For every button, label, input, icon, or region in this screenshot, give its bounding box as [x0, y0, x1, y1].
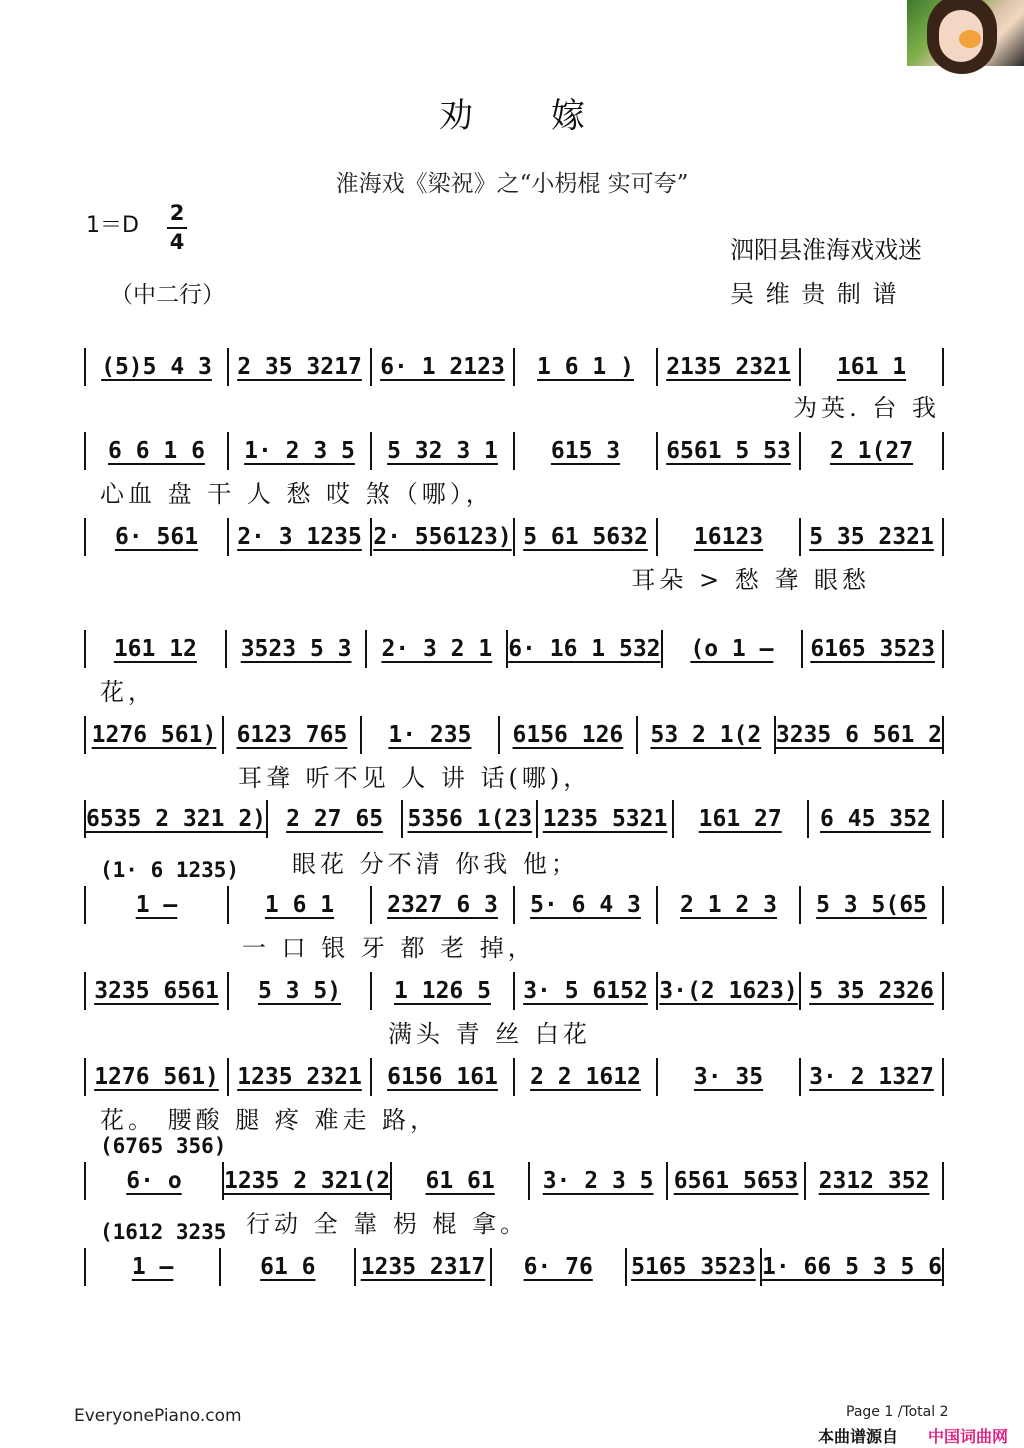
bar: 5356 1(23	[401, 800, 536, 838]
bar: 6156 161	[370, 1058, 513, 1096]
time-top: 2	[169, 201, 185, 225]
time-signature	[164, 200, 190, 256]
notation-line-2	[84, 432, 944, 470]
bar: 2 1(27	[799, 432, 944, 470]
bar: 1· 235	[360, 716, 498, 754]
bar: 2 2 1612	[513, 1058, 656, 1096]
bar: 1· 2 3 5	[227, 432, 370, 470]
lyric-line-6: 眼花 分不清 你我 他；	[292, 850, 579, 878]
bar: 3235 6561	[84, 972, 227, 1010]
bar: 6· 1 2123	[370, 348, 513, 386]
notation-line-11	[84, 1248, 944, 1286]
lyric-line-3: 耳朵 > 愁 聋 眼愁	[631, 566, 870, 594]
lyric-line-10: 行动 全 靠 枴 棍 拿。	[246, 1210, 529, 1238]
notation-line-4	[84, 630, 944, 668]
bar: 161 12	[84, 630, 225, 668]
bar: 2 1 2 3	[656, 886, 799, 924]
bar: 3· 2 3 5	[528, 1162, 666, 1200]
title-char-1: 劝	[439, 96, 473, 136]
bar: 1276 561)	[84, 716, 222, 754]
bar: (5)5 4 3	[84, 348, 227, 386]
bar: 3· 5 6152	[513, 972, 656, 1010]
footer-site-link[interactable]: EveryonePiano.com	[74, 1406, 242, 1426]
lyric-line-4: 花，	[100, 678, 156, 706]
bar: 1· 66 5 3 5 6	[760, 1248, 944, 1286]
bar: 1235 2 321(2	[222, 1162, 390, 1200]
bar: 61 61	[390, 1162, 528, 1200]
bar: 2· 556123)	[370, 518, 513, 556]
bar: 2 35 3217	[227, 348, 370, 386]
bar: 5 35 2321	[799, 518, 944, 556]
bar: 2312 352	[804, 1162, 944, 1200]
bar: 1235 2317	[354, 1248, 489, 1286]
bar: 2· 3 1235	[227, 518, 370, 556]
annotation-line-11: (1612 3235	[100, 1220, 227, 1244]
bar: 6· o	[84, 1162, 222, 1200]
bar: 6· 76	[490, 1248, 625, 1286]
bar: 1235 5321	[536, 800, 671, 838]
bar: 5 32 3 1	[370, 432, 513, 470]
bar: 16123	[656, 518, 799, 556]
bar: 1 6 1 )	[513, 348, 656, 386]
bar: 5 61 5632	[513, 518, 656, 556]
key-signature: 1＝D	[86, 213, 139, 238]
lyric-line-7: 一 口 银 牙 都 老 掉，	[242, 934, 536, 962]
bar: 5 3 5)	[227, 972, 370, 1010]
title-char-2: 嫁	[551, 96, 585, 136]
bar: 2· 3 2 1	[365, 630, 506, 668]
bar: 1 6 1	[227, 886, 370, 924]
bar: 3·(2 1623)	[656, 972, 799, 1010]
bar: 161 1	[799, 348, 944, 386]
bar: 6561 5653	[666, 1162, 804, 1200]
page-title	[0, 88, 1024, 137]
notation-line-1	[84, 348, 944, 386]
bar: 5 3 5(65	[799, 886, 944, 924]
bar: 5165 3523	[625, 1248, 760, 1286]
bar: 1276 561)	[84, 1058, 227, 1096]
notation-line-8	[84, 972, 944, 1010]
photo-flower	[959, 30, 981, 48]
bar: 3· 2 1327	[799, 1058, 944, 1096]
annotation-line-10: (6765 356)	[100, 1134, 227, 1158]
bar: 5· 6 4 3	[513, 886, 656, 924]
bar: 615 3	[513, 432, 656, 470]
time-divider	[167, 227, 187, 229]
bar: 1235 2321	[227, 1058, 370, 1096]
notation-line-9	[84, 1058, 944, 1096]
bar: 6123 765	[222, 716, 360, 754]
lyric-line-9: 花。 腰酸 腿 疼 难走 路，	[100, 1106, 439, 1134]
lyric-line-1: 为英. 台 我	[793, 394, 940, 422]
bar: 6 45 352	[807, 800, 944, 838]
bar: 53 2 1(2	[636, 716, 774, 754]
bar: 6156 126	[498, 716, 636, 754]
notation-line-5	[84, 716, 944, 754]
lyric-line-8: 满头 青 丝 白花	[388, 1020, 591, 1048]
notation-line-6	[84, 800, 944, 838]
tempo-marking: （中二行）	[110, 282, 225, 308]
bar: 2 27 65	[266, 800, 401, 838]
notation-line-10	[84, 1162, 944, 1200]
bar: 5 35 2326	[799, 972, 944, 1010]
bar: 6535 2 321 2)	[84, 800, 266, 838]
bar: 61 6	[219, 1248, 354, 1286]
bar: 3· 35	[656, 1058, 799, 1096]
credit-organization: 泗阳县淮海戏戏迷	[730, 236, 922, 264]
bar: 3523 5 3	[225, 630, 366, 668]
bar: 1 —	[84, 886, 227, 924]
notation-line-7	[84, 886, 944, 924]
page-subtitle: 淮海戏《梁祝》之“小枴棍 实可夸”	[335, 171, 689, 197]
bar: 3235 6 561 2	[774, 716, 944, 754]
lyric-line-5: 耳聋 听不见 人 讲 话(哪)，	[238, 764, 592, 792]
time-bottom: 4	[169, 230, 185, 254]
source-site-link[interactable]: 中国词曲网	[928, 1427, 1009, 1446]
bar: 6165 3523	[801, 630, 944, 668]
bar: 6 6 1 6	[84, 432, 227, 470]
credit-arranger: 吴 维 贵 制 谱	[730, 280, 899, 308]
notation-line-3	[84, 518, 944, 556]
lyric-line-2: 心血 盘 干 人 愁 哎 煞（哪），	[100, 480, 494, 508]
header-photo	[907, 0, 1024, 66]
bar: 6· 561	[84, 518, 227, 556]
bar: 1 126 5	[370, 972, 513, 1010]
bar: 6561 5 53	[656, 432, 799, 470]
bar: 161 27	[672, 800, 807, 838]
bar: (o 1 —	[661, 630, 802, 668]
bar: 1 —	[84, 1248, 219, 1286]
bar: 6· 16 1 532	[506, 630, 660, 668]
bar: 2135 2321	[656, 348, 799, 386]
page-indicator: Page 1 /Total 2	[846, 1404, 949, 1420]
annotation-line-7: (1· 6 1235)	[100, 858, 240, 882]
source-label: 本曲谱源自	[818, 1427, 899, 1446]
bar: 2327 6 3	[370, 886, 513, 924]
